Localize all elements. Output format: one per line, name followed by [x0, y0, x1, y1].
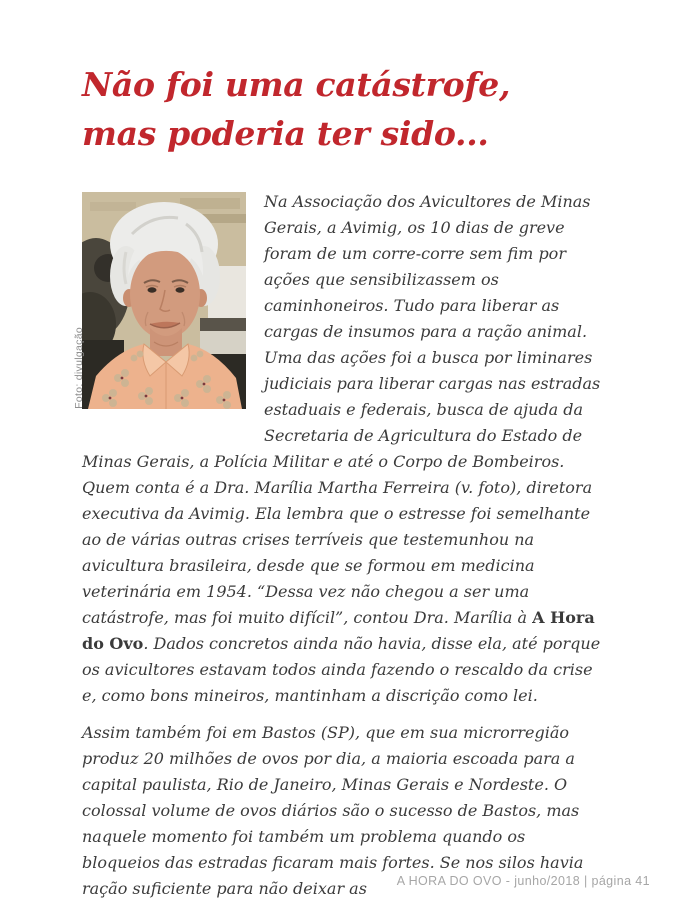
- paragraph-1-text-end: . Dados concretos ainda não havia, disse ela, até porque os avicultores estavam todos ainda fazendo o rescaldo da crise e, como bons mineiros, mantinham a discrição como lei.: [82, 634, 601, 705]
- page-title-line2: mas poderia ter sido...: [82, 114, 489, 153]
- article-body: [73, 189, 602, 902]
- magazine-name-bold: A Hora do Ovo: [82, 608, 595, 653]
- page-title-line1: Não foi uma catástrofe,: [82, 65, 511, 104]
- page-title: [82, 60, 602, 158]
- portrait-figure: [73, 192, 246, 409]
- photo-credit: Foto: divulgação: [73, 327, 85, 409]
- footer-text: A HORA DO OVO - junho/2018 | página 41: [396, 874, 650, 888]
- paragraph-2: Assim também foi em Bastos (SP), que em sua microrregião produz 20 milhões de ovos por dia, a maioria escoada para a capital paulista, Rio de Janeiro, Minas Gerais e Nordeste. O colossal volume de ovos diários são o sucesso de Bastos, mas naquele momento foi também um problema quando os bloqueios das estradas ficaram mais fortes. Se nos silos havia ração suficiente para não deixar as: [82, 723, 584, 898]
- paragraph-1-text: Na Associação dos Avicultores de Minas Gerais, a Avimig, os 10 dias de greve foram de um corre-corre sem fim por ações que sensibilizassem os caminhoneiros. Tudo para liberar as cargas de insumos para a ração animal. Uma das ações foi a busca por liminares judiciais para liberar cargas nas estradas estaduais e federais, busca de ajuda da Secretaria de Agricultura do Estado de Minas Gerais, a Polícia Militar e até o Corpo de Bombeiros. Quem conta é a Dra. Marília Martha Ferreira (v. foto), diretora executiva da Avimig. Ela lembra que o estresse foi semelhante ao de várias outras crises terríveis que testemunhou na avicultura brasileira, desde que se formou em medicina veterinária em 1954. “Dessa vez não chegou a ser uma catástrofe, mas foi muito difícil”, contou Dra. Marília à: [82, 192, 601, 627]
- page-footer: [397, 874, 650, 888]
- portrait-photo: [82, 192, 246, 409]
